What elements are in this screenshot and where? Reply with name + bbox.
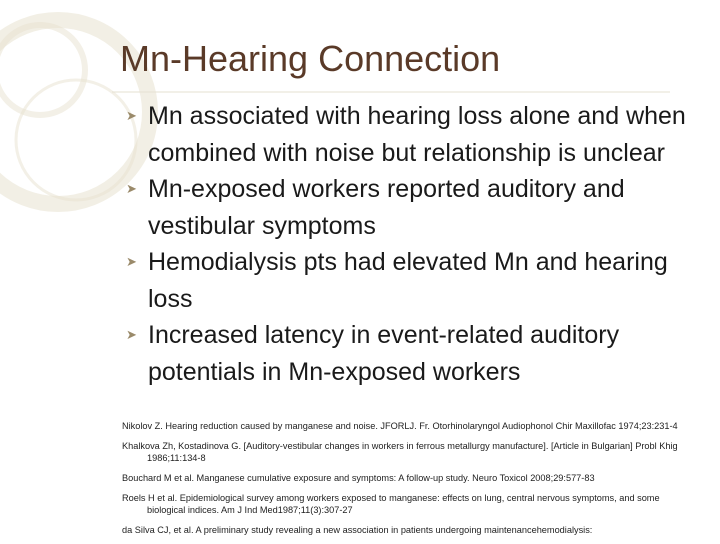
bullet-item [126, 171, 706, 244]
reference-item: Bouchard M et al. Manganese cumulative exposure and symptoms: A follow-up study. Neuro Toxicol 2008;29:577-83 [122, 473, 595, 483]
curved-arrow-bullet-icon: ➤ [126, 181, 137, 196]
slide-title: Mn-Hearing Connection [120, 38, 501, 79]
bullet-text: Mn associated with hearing loss alone and when combined with noise but relationship is unclear [148, 102, 686, 167]
bullet-item [126, 98, 706, 171]
bullet-text: Increased latency in event-related auditory potentials in Mn-exposed workers [148, 321, 620, 386]
reference-item: Khalkova Zh, Kostadinova G. [Auditory-vestibular changes in workers in ferrous metallurgy manufacture]. [Article in Bulgarian] Probl Khig 1986;11:134-8 [122, 441, 678, 463]
references [122, 420, 697, 544]
curved-arrow-bullet-icon: ➤ [126, 254, 137, 269]
curved-arrow-bullet-icon: ➤ [126, 327, 137, 342]
bullet-text: Mn-exposed workers reported auditory and vestibular symptoms [148, 175, 625, 240]
bullet-list [126, 98, 706, 390]
reference-item: Nikolov Z. Hearing reduction caused by manganese and noise. JFORLJ. Fr. Otorhinolaryngol Audiophonol Chir Maxillofac 1974;23:231-4 [122, 421, 678, 431]
curved-arrow-bullet-icon: ➤ [126, 108, 137, 123]
bullet-item [126, 317, 706, 390]
reference-item: Roels H et al. Epidemiological survey among workers exposed to manganese: effects on lung, central nervous symptoms, and some biological indices. Am J Ind Med1987;11(3):307-27 [122, 493, 660, 515]
bullet-text: Hemodialysis pts had elevated Mn and hearing loss [148, 248, 668, 313]
bullet-item [126, 244, 706, 317]
reference-item: da Silva CJ, et al. A preliminary study revealing a new association in patients undergoing maintenancehemodialysis: [122, 525, 593, 535]
